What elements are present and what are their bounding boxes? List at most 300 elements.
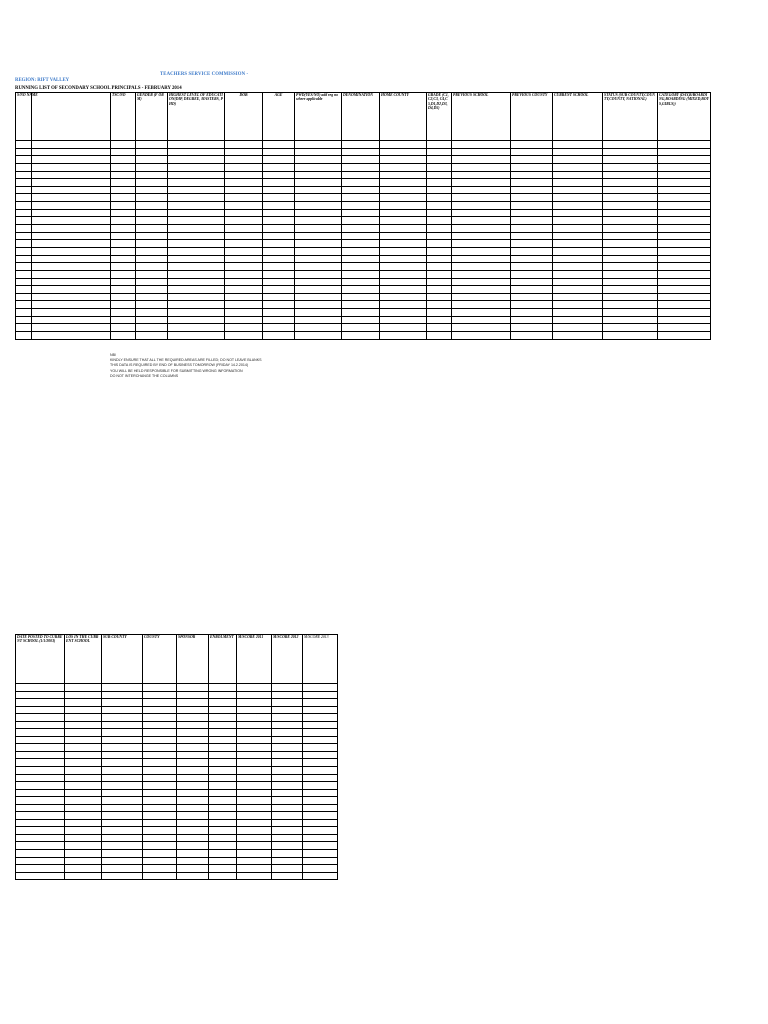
table-cell <box>452 163 511 171</box>
table-cell <box>225 263 263 271</box>
table-cell <box>511 270 553 278</box>
table-cell <box>303 782 338 790</box>
table-cell <box>263 156 295 164</box>
table-cell <box>452 141 511 149</box>
table-cell <box>303 706 338 714</box>
table-cell <box>658 324 711 332</box>
table-cell <box>603 332 658 340</box>
table-cell <box>111 263 136 271</box>
table-cell <box>136 141 168 149</box>
principal-row <box>16 225 711 233</box>
table-cell <box>16 270 32 278</box>
table-cell <box>603 247 658 255</box>
table-cell <box>111 186 136 194</box>
table-cell <box>263 247 295 255</box>
table-cell <box>143 744 177 752</box>
school-details-row <box>16 782 338 790</box>
table-cell <box>427 225 452 233</box>
table-cell <box>272 804 303 812</box>
table-cell <box>272 819 303 827</box>
note-heading: NB/ <box>110 353 116 357</box>
table-cell <box>136 240 168 248</box>
table-cell <box>427 240 452 248</box>
principal-row <box>16 148 711 156</box>
principal-row <box>16 293 711 301</box>
table-cell <box>32 278 111 286</box>
table-cell <box>143 782 177 790</box>
table-cell <box>303 736 338 744</box>
table-cell <box>553 332 603 340</box>
table-cell <box>209 699 237 707</box>
table-cell <box>427 141 452 149</box>
school-details-row <box>16 759 338 767</box>
table-cell <box>209 729 237 737</box>
table-cell <box>16 148 32 156</box>
table-cell <box>102 691 143 699</box>
table-cell <box>295 156 342 164</box>
table-cell <box>16 186 32 194</box>
table-cell <box>658 240 711 248</box>
table-cell <box>295 209 342 217</box>
table-cell <box>168 255 225 263</box>
table-cell <box>603 202 658 210</box>
table-cell <box>136 202 168 210</box>
table-cell <box>111 247 136 255</box>
table-cell <box>380 301 427 309</box>
table-cell <box>177 812 209 820</box>
table-cell <box>209 842 237 850</box>
principal-row <box>16 247 711 255</box>
school-details-row <box>16 721 338 729</box>
principal-row <box>16 316 711 324</box>
school-details-row <box>16 744 338 752</box>
table-cell <box>65 751 102 759</box>
table-cell <box>237 850 272 858</box>
table-cell <box>32 240 111 248</box>
table-cell <box>102 827 143 835</box>
table-cell <box>143 812 177 820</box>
table-cell <box>342 179 380 187</box>
table-cell <box>452 186 511 194</box>
table-cell <box>427 301 452 309</box>
table-cell <box>209 691 237 699</box>
table-cell <box>452 232 511 240</box>
table-cell <box>177 691 209 699</box>
list-title: RUNNING LIST OF SECONDARY SCHOOL PRINCIPALS - FEBRUARY 2014 <box>15 86 182 91</box>
principal-row <box>16 163 711 171</box>
table-cell <box>303 721 338 729</box>
table-cell <box>263 194 295 202</box>
table-cell <box>111 209 136 217</box>
table-cell <box>263 202 295 210</box>
col-county: COUNTY <box>143 635 177 684</box>
table-cell <box>427 263 452 271</box>
table-cell <box>237 834 272 842</box>
table-cell <box>102 751 143 759</box>
school-details-row <box>16 797 338 805</box>
table-cell <box>658 301 711 309</box>
table-cell <box>136 263 168 271</box>
table-cell <box>427 332 452 340</box>
table-cell <box>452 225 511 233</box>
table-cell <box>511 286 553 294</box>
col-name-blank <box>32 93 111 141</box>
table-cell <box>32 202 111 210</box>
principal-row <box>16 217 711 225</box>
table-cell <box>16 324 32 332</box>
table-cell <box>603 194 658 202</box>
table-cell <box>16 156 32 164</box>
table-cell <box>295 225 342 233</box>
table-cell <box>452 316 511 324</box>
table-cell <box>111 240 136 248</box>
table-cell <box>380 278 427 286</box>
table-cell <box>225 255 263 263</box>
table-cell <box>295 240 342 248</box>
table-cell <box>209 706 237 714</box>
table-cell <box>263 225 295 233</box>
table-cell <box>342 186 380 194</box>
table-cell <box>32 171 111 179</box>
table-cell <box>237 865 272 873</box>
school-details-row <box>16 684 338 692</box>
principal-row <box>16 141 711 149</box>
table-cell <box>102 744 143 752</box>
table-cell <box>16 209 32 217</box>
table-cell <box>295 270 342 278</box>
table-cell <box>427 202 452 210</box>
table-cell <box>237 789 272 797</box>
col-los: LOS IN THE CURRENT SCHOOL <box>65 635 102 684</box>
table-cell <box>16 729 65 737</box>
principal-row <box>16 270 711 278</box>
table-cell <box>658 255 711 263</box>
table-cell <box>16 782 65 790</box>
table-cell <box>168 194 225 202</box>
col-home-county: HOME COUNTY <box>380 93 427 141</box>
table-cell <box>136 209 168 217</box>
table-cell <box>342 141 380 149</box>
table-cell <box>380 156 427 164</box>
table-cell <box>209 789 237 797</box>
table-cell <box>603 171 658 179</box>
table-cell <box>65 729 102 737</box>
table-cell <box>111 309 136 317</box>
table-cell <box>16 804 65 812</box>
table-cell <box>225 286 263 294</box>
table-cell <box>342 194 380 202</box>
table-cell <box>553 194 603 202</box>
table-cell <box>225 156 263 164</box>
table-cell <box>553 255 603 263</box>
table-cell <box>225 171 263 179</box>
table-cell <box>427 255 452 263</box>
table-cell <box>658 286 711 294</box>
table-cell <box>16 263 32 271</box>
principal-row <box>16 278 711 286</box>
region-label: REGION: RIFT VALLEY <box>15 78 70 83</box>
table-cell <box>225 186 263 194</box>
table-cell <box>225 324 263 332</box>
table-cell <box>263 332 295 340</box>
table-cell <box>511 316 553 324</box>
table-cell <box>342 156 380 164</box>
table-cell <box>272 812 303 820</box>
table-cell <box>295 171 342 179</box>
table-cell <box>32 316 111 324</box>
table-cell <box>452 156 511 164</box>
table-cell <box>209 751 237 759</box>
table-cell <box>380 225 427 233</box>
table-cell <box>177 744 209 752</box>
table-cell <box>225 225 263 233</box>
table-cell <box>553 232 603 240</box>
table-cell <box>111 217 136 225</box>
table-cell <box>65 812 102 820</box>
table-cell <box>225 240 263 248</box>
table-cell <box>380 324 427 332</box>
table-cell <box>303 699 338 707</box>
table-cell <box>263 209 295 217</box>
table-cell <box>111 324 136 332</box>
table-cell <box>16 278 32 286</box>
table-cell <box>102 842 143 850</box>
table-cell <box>452 263 511 271</box>
table-cell <box>380 247 427 255</box>
col-mscore-2013: M/SCORE 2013 <box>303 635 338 684</box>
table-cell <box>168 240 225 248</box>
table-cell <box>427 186 452 194</box>
table-cell <box>603 263 658 271</box>
table-cell <box>143 721 177 729</box>
table-cell <box>553 316 603 324</box>
col-date-posted: DATE POSTED TO CURRENT SCHOOL (1/1/2003) <box>16 635 65 684</box>
table-cell <box>225 301 263 309</box>
principal-row <box>16 332 711 340</box>
table-cell <box>342 163 380 171</box>
table-cell <box>272 759 303 767</box>
table-cell <box>143 850 177 858</box>
table-cell <box>553 202 603 210</box>
principal-row <box>16 179 711 187</box>
table-cell <box>303 872 338 880</box>
table-cell <box>511 148 553 156</box>
table-cell <box>65 684 102 692</box>
table-cell <box>168 156 225 164</box>
table-cell <box>209 774 237 782</box>
table-cell <box>168 209 225 217</box>
table-cell <box>65 819 102 827</box>
table-cell <box>209 827 237 835</box>
table-cell <box>272 751 303 759</box>
table-cell <box>237 767 272 775</box>
table-cell <box>603 293 658 301</box>
col-pwd: PWD(YES/NO) add reg no where applicable <box>295 93 342 141</box>
table-cell <box>16 163 32 171</box>
table-cell <box>295 278 342 286</box>
table-cell <box>553 186 603 194</box>
table-cell <box>143 706 177 714</box>
table-cell <box>380 217 427 225</box>
table-cell <box>136 163 168 171</box>
table-cell <box>295 141 342 149</box>
principal-row <box>16 309 711 317</box>
table-cell <box>65 744 102 752</box>
school-details-row <box>16 804 338 812</box>
school-details-row <box>16 857 338 865</box>
table-cell <box>16 857 65 865</box>
org-title: TEACHERS SERVICE COMMISSION - <box>160 72 249 77</box>
table-cell <box>658 217 711 225</box>
table-cell <box>272 699 303 707</box>
table-cell <box>342 232 380 240</box>
table-cell <box>32 293 111 301</box>
table-cell <box>427 194 452 202</box>
table-cell <box>209 782 237 790</box>
table-cell <box>237 706 272 714</box>
table-cell <box>111 194 136 202</box>
table-cell <box>65 691 102 699</box>
school-details-row <box>16 736 338 744</box>
table-cell <box>65 804 102 812</box>
table-cell <box>303 865 338 873</box>
table-cell <box>16 286 32 294</box>
table-cell <box>65 714 102 722</box>
table-cell <box>32 309 111 317</box>
table-cell <box>136 217 168 225</box>
table-cell <box>511 163 553 171</box>
table-cell <box>272 729 303 737</box>
table-cell <box>272 850 303 858</box>
table-cell <box>658 309 711 317</box>
col-dob: DOB <box>225 93 263 141</box>
table-cell <box>263 163 295 171</box>
table-cell <box>143 691 177 699</box>
table-cell <box>603 309 658 317</box>
table-cell <box>452 202 511 210</box>
table-cell <box>295 332 342 340</box>
table-cell <box>143 789 177 797</box>
table-cell <box>16 691 65 699</box>
table-cell <box>177 714 209 722</box>
table-cell <box>177 819 209 827</box>
principal-row <box>16 255 711 263</box>
table-cell <box>237 684 272 692</box>
table-cell <box>658 209 711 217</box>
table-cell <box>380 255 427 263</box>
table-cell <box>136 324 168 332</box>
table-cell <box>553 179 603 187</box>
table-cell <box>111 301 136 309</box>
table-cell <box>136 316 168 324</box>
col-current-school: CURRENT SCHOOL <box>553 93 603 141</box>
table-cell <box>303 827 338 835</box>
table-cell <box>295 194 342 202</box>
table-cell <box>168 202 225 210</box>
table-cell <box>263 316 295 324</box>
principal-row <box>16 286 711 294</box>
table-cell <box>511 332 553 340</box>
table-cell <box>16 744 65 752</box>
table-cell <box>32 163 111 171</box>
table-cell <box>177 751 209 759</box>
table-cell <box>342 209 380 217</box>
table-cell <box>32 286 111 294</box>
table-cell <box>295 179 342 187</box>
col-enrolment: ENROLMENT <box>209 635 237 684</box>
table-cell <box>225 217 263 225</box>
table-cell <box>16 865 65 873</box>
table-cell <box>603 301 658 309</box>
table-cell <box>427 293 452 301</box>
table-cell <box>553 301 603 309</box>
table-cell <box>111 255 136 263</box>
note-line: KINDLY ENSURE THAT ALL THE REQUIRED AREAS ARE FILLED; DO NOT LEAVE BLANKS <box>110 358 262 363</box>
table-cell <box>177 782 209 790</box>
table-cell <box>295 255 342 263</box>
table-cell <box>511 225 553 233</box>
table-cell <box>143 751 177 759</box>
table-cell <box>380 163 427 171</box>
table-cell <box>427 247 452 255</box>
table-cell <box>658 194 711 202</box>
table-cell <box>32 186 111 194</box>
table-cell <box>658 263 711 271</box>
table-cell <box>16 301 32 309</box>
table-cell <box>102 804 143 812</box>
table-cell <box>342 255 380 263</box>
table-cell <box>553 163 603 171</box>
table-cell <box>263 217 295 225</box>
table-cell <box>452 240 511 248</box>
table-cell <box>263 270 295 278</box>
note-line: YOU WILL BE HELD RESPONSIBLE FOR SUBMITTING WRONG INFORMATION <box>110 368 243 373</box>
table-cell <box>427 232 452 240</box>
table-cell <box>658 156 711 164</box>
table-cell <box>16 834 65 842</box>
principal-row <box>16 171 711 179</box>
table-cell <box>511 240 553 248</box>
table-cell <box>143 767 177 775</box>
table-cell <box>209 872 237 880</box>
table-cell <box>168 148 225 156</box>
table-cell <box>16 247 32 255</box>
table-cell <box>16 789 65 797</box>
table-cell <box>272 691 303 699</box>
principal-row <box>16 209 711 217</box>
table-cell <box>263 301 295 309</box>
table-cell <box>136 301 168 309</box>
table-cell <box>603 148 658 156</box>
table-cell <box>452 194 511 202</box>
table-cell <box>303 744 338 752</box>
table-cell <box>143 714 177 722</box>
col-gender: GENDER (F OR M) <box>136 93 168 141</box>
table-cell <box>111 293 136 301</box>
principal-row <box>16 324 711 332</box>
table-cell <box>168 163 225 171</box>
table-cell <box>209 850 237 858</box>
table-cell <box>209 834 237 842</box>
table-cell <box>143 729 177 737</box>
table-cell <box>16 684 65 692</box>
table-cell <box>136 286 168 294</box>
table-cell <box>272 684 303 692</box>
table-cell <box>603 324 658 332</box>
table-cell <box>511 232 553 240</box>
table-cell <box>603 156 658 164</box>
table-cell <box>237 782 272 790</box>
